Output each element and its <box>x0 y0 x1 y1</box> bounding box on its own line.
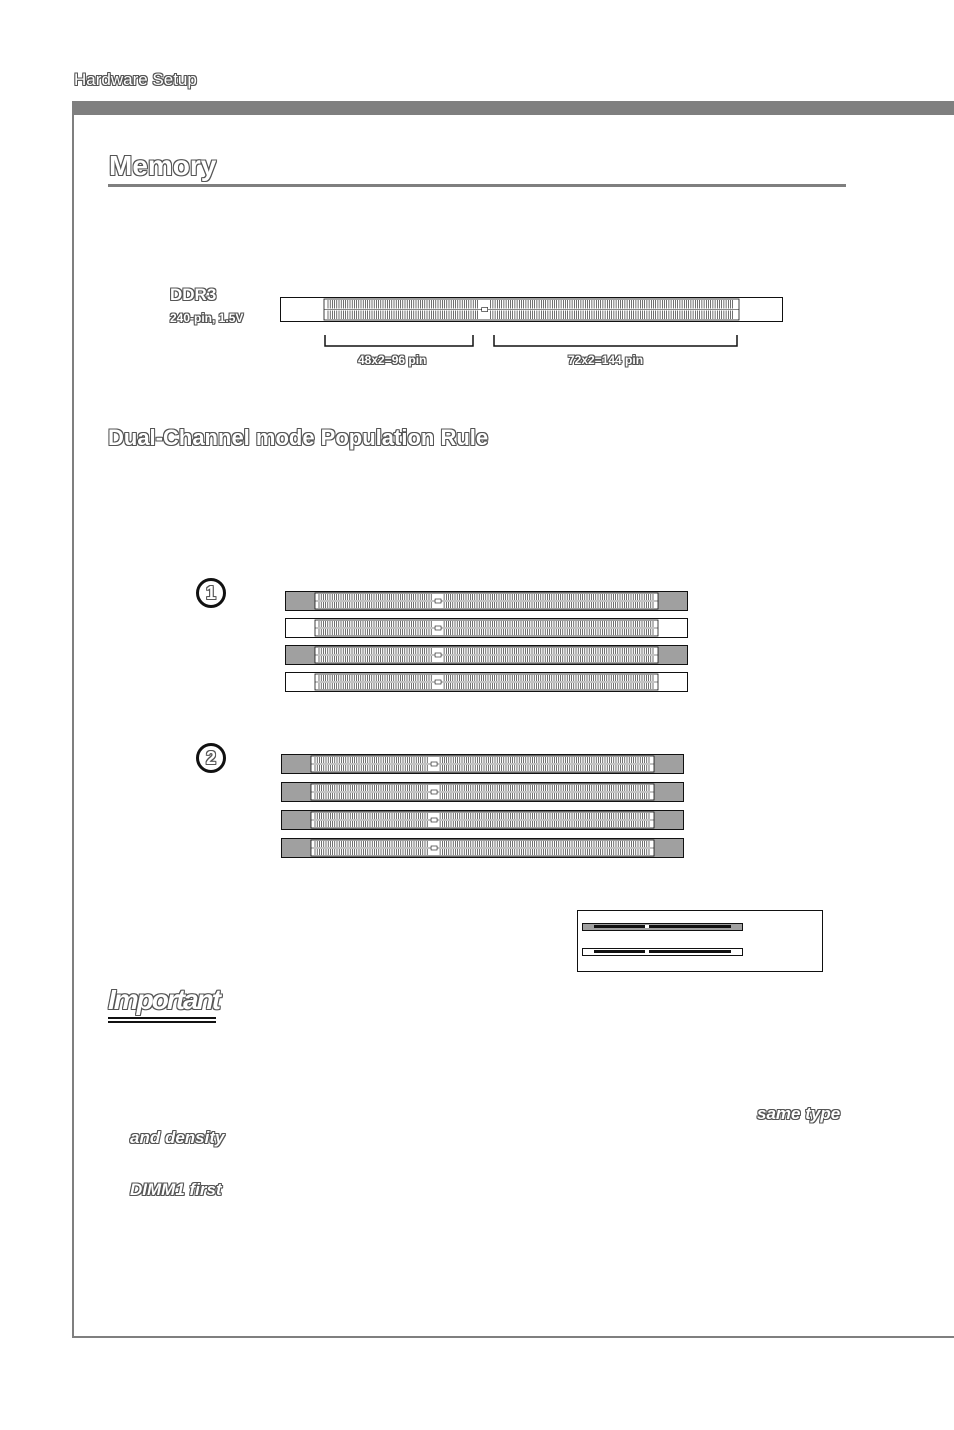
ddr3-spec: 240-pin, 1.5V <box>170 311 244 325</box>
step-1-badge: 1 <box>196 578 226 608</box>
dimm-slot-3 <box>282 811 684 830</box>
important-heading: Important <box>108 984 220 1015</box>
step-2-slots <box>281 754 685 860</box>
title-underline <box>108 184 846 187</box>
left-pins-bracket <box>325 335 473 346</box>
header-bar <box>73 101 954 115</box>
dimm-slot-4 <box>286 673 688 692</box>
ddr3-slot-diagram <box>280 297 783 353</box>
important-underline <box>108 1017 216 1019</box>
dimm-slot-1 <box>286 592 688 611</box>
right-pins-bracket <box>494 335 737 346</box>
legend-box <box>577 910 823 972</box>
and-density-text: and density <box>130 1128 225 1147</box>
dimm-slot-3 <box>286 646 688 665</box>
same-type-text: same type <box>757 1104 841 1123</box>
dimm-slot-2 <box>286 619 688 638</box>
step-1-slots <box>285 591 689 695</box>
legend-slot-empty <box>583 949 743 956</box>
page-title: Memory <box>109 150 217 181</box>
header-section-label: Hardware Setup <box>74 70 197 89</box>
legend-slot-installed <box>583 924 743 931</box>
dimm-slot-4 <box>282 839 684 858</box>
dual-channel-title: Dual-Channel mode Population Rule <box>108 425 489 450</box>
legend-slots <box>578 911 824 973</box>
dimm-slot-1 <box>282 755 684 774</box>
dimm-slot-2 <box>282 783 684 802</box>
ddr3-slot <box>281 298 783 322</box>
right-pins-label: 72x2=144 pin <box>568 353 644 367</box>
ddr3-label: DDR3 <box>170 285 217 304</box>
dimm1-first-text: DIMM1 first <box>130 1180 222 1199</box>
page-left-border <box>72 101 74 1338</box>
important-underline-2 <box>108 1021 216 1023</box>
step-2-badge: 2 <box>196 743 226 773</box>
left-pins-label: 48x2=96 pin <box>358 353 427 367</box>
page-bottom-border <box>72 1336 954 1338</box>
